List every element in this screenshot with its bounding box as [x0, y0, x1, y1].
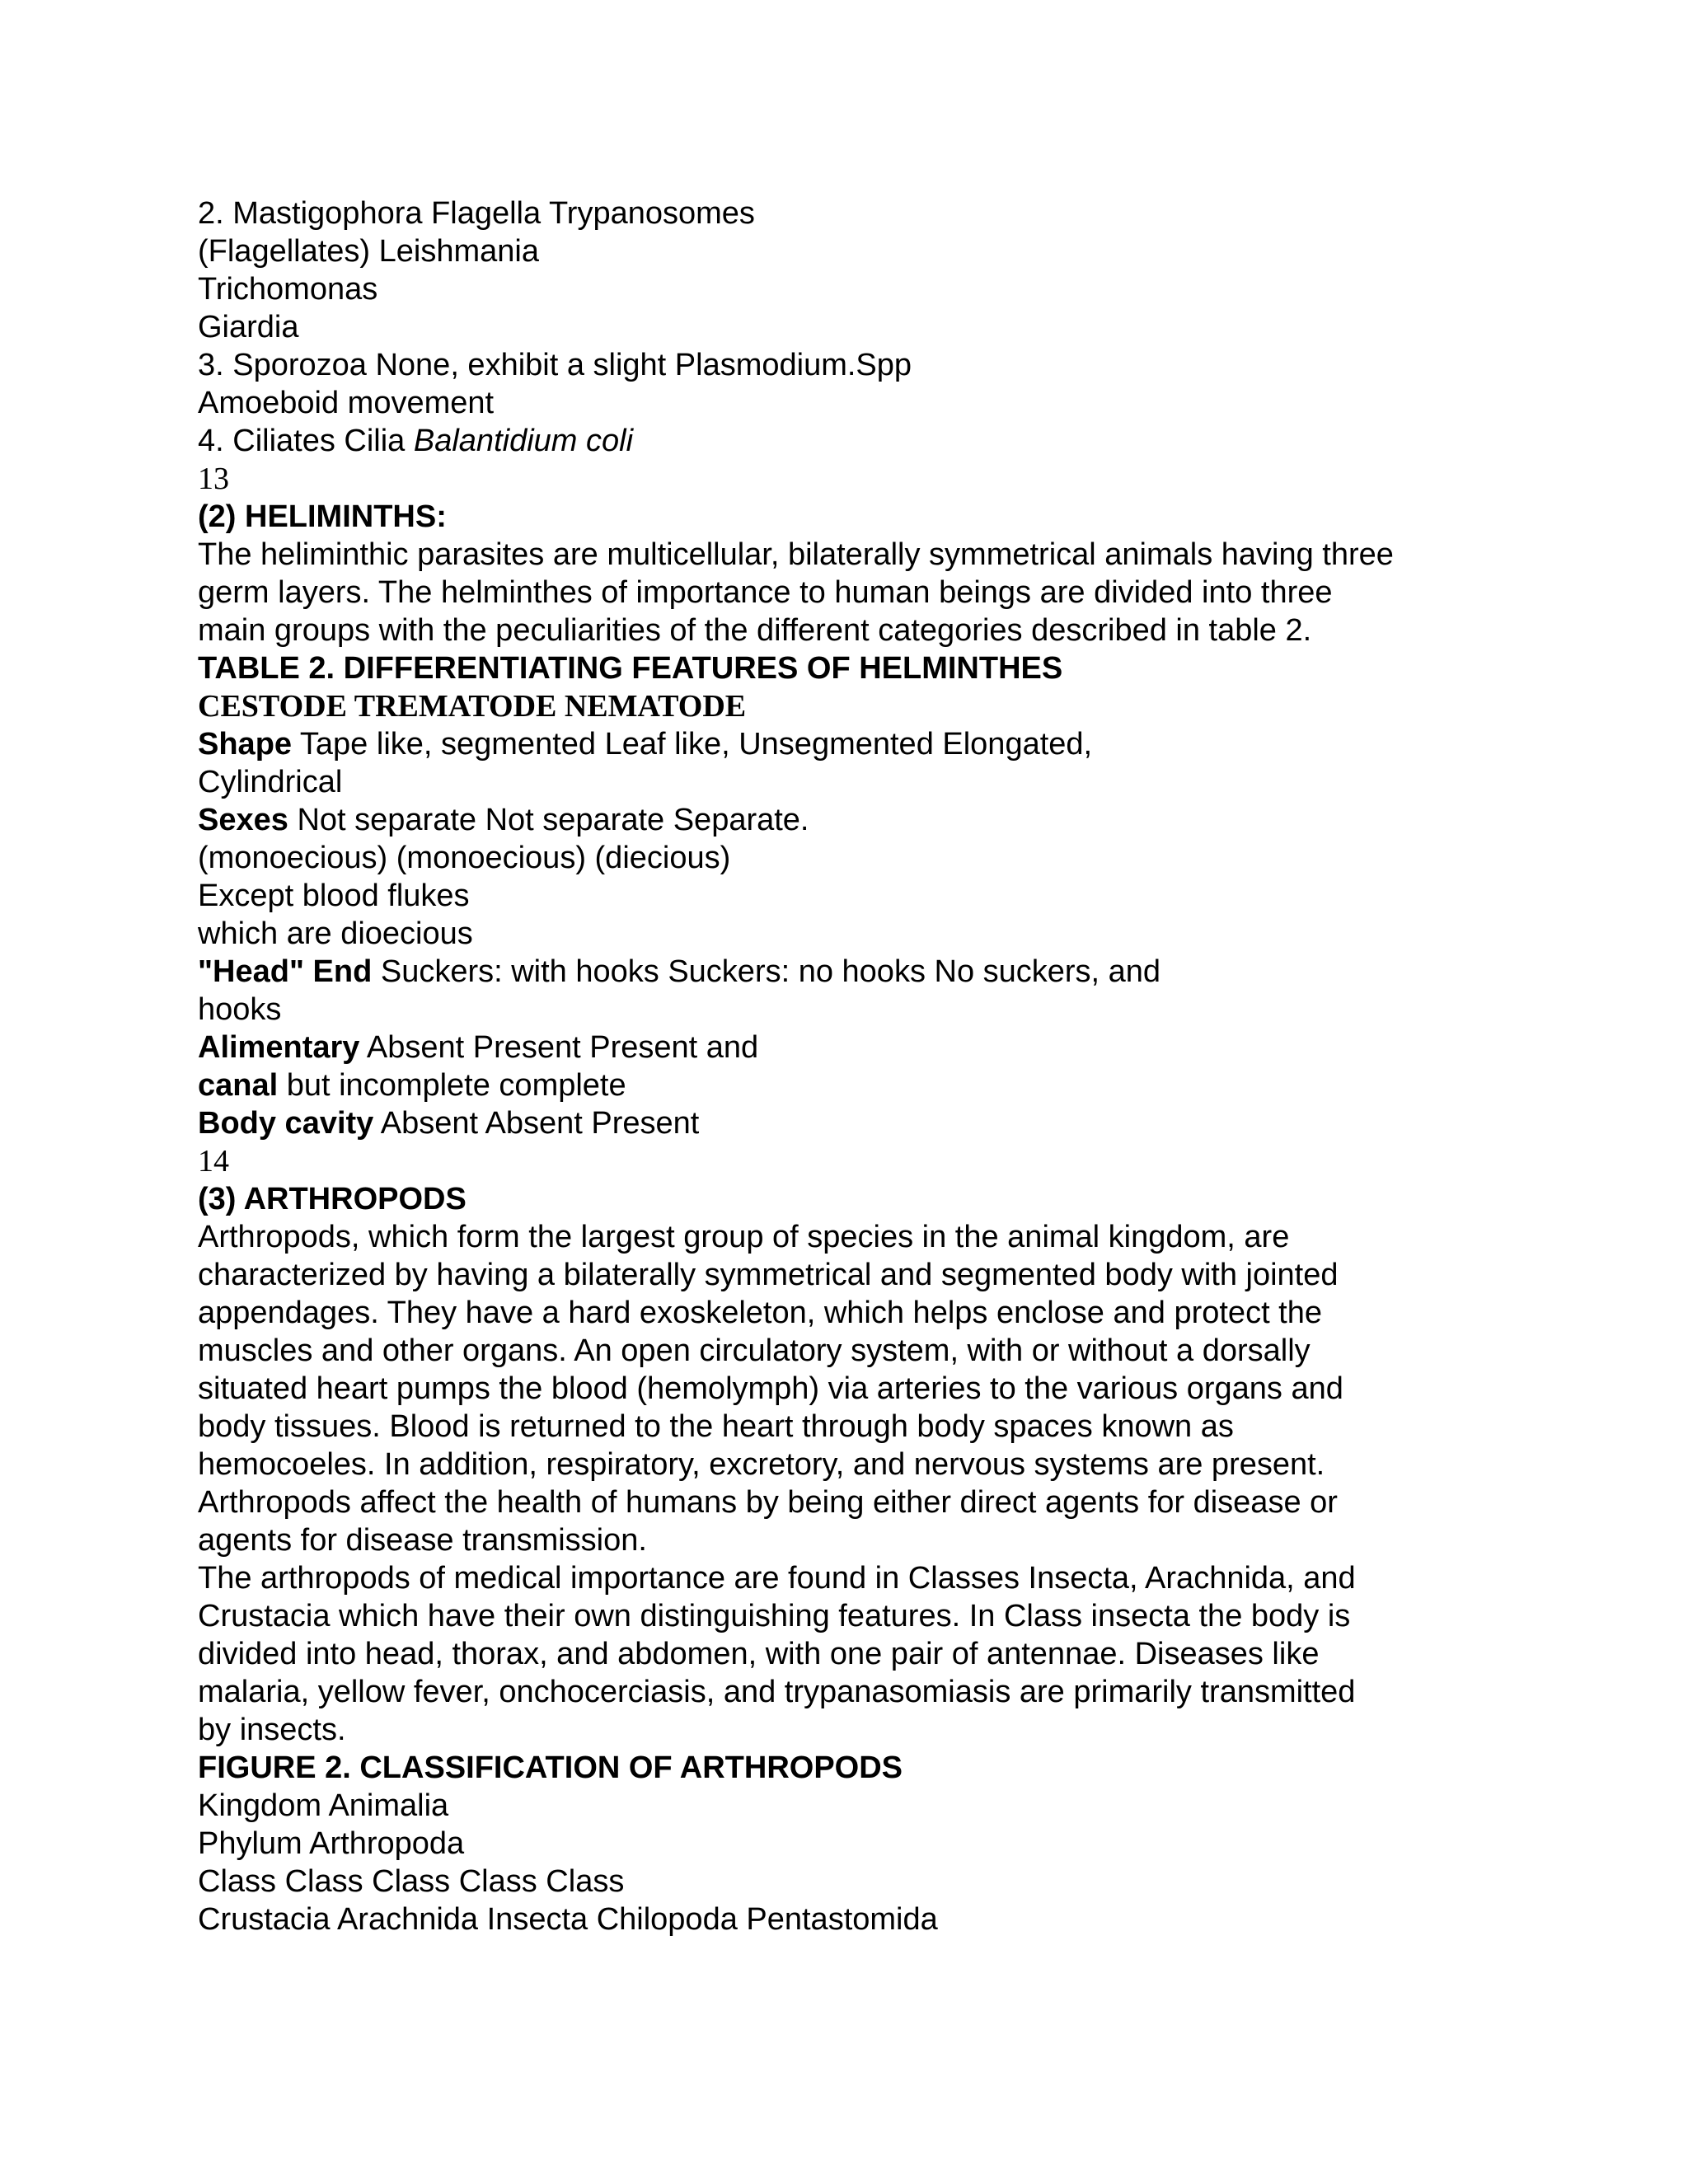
page-number: 14: [198, 1144, 229, 1179]
arthropods-paragraph-line: muscles and other organs. An open circulatory system, with or without a dorsally: [198, 1333, 1311, 1368]
row-text-shape: Tape like, segmented Leaf like, Unsegmented Elongated,: [292, 727, 1093, 762]
row-label-canal: canal: [198, 1068, 279, 1103]
table-row-body-cavity: [198, 1104, 1517, 1142]
table-row-canal: [198, 1066, 1517, 1104]
arthropods-paragraph-line: characterized by having a bilaterally symmetrical and segmented body with jointed: [198, 1258, 1339, 1292]
arthropods-paragraph-line: agents for disease transmission.: [198, 1523, 647, 1558]
arthropods-paragraph-line: The arthropods of medical importance are found in Classes Insecta, Arachnida, and: [198, 1561, 1356, 1596]
table-row-sexes-cont: Except blood flukes: [198, 879, 470, 913]
table-row-shape: [198, 725, 1517, 763]
row-label-body-cavity: Body cavity: [198, 1106, 374, 1141]
table-row-sexes: [198, 801, 1517, 839]
section-heading-helminths: (2) HELIMINTHS:: [198, 499, 447, 534]
balantidium-name: Balantidium coli: [413, 424, 634, 458]
page-number: 13: [198, 462, 229, 496]
arthropods-paragraph-line: Arthropods affect the health of humans by being either direct agents for disease or: [198, 1485, 1338, 1520]
classification-class-names: Crustacia Arachnida Insecta Chilopoda Pentastomida: [198, 1902, 938, 1937]
arthropods-paragraph-line: Crustacia which have their own distinguishing features. In Class insecta the body is: [198, 1599, 1351, 1633]
arthropods-paragraph-line: body tissues. Blood is returned to the heart through body spaces known as: [198, 1409, 1234, 1444]
table-row-head-end-cont: hooks: [198, 992, 282, 1027]
protozoa-row-trichomonas: Trichomonas: [198, 272, 378, 307]
row-label-alimentary: Alimentary: [198, 1030, 360, 1065]
table-column-headers: CESTODE TREMATODE NEMATODE: [198, 689, 747, 724]
row-text-sexes: Not separate Not separate Separate.: [288, 803, 809, 837]
document-page: [198, 194, 1517, 1938]
protozoa-row-mastigophora: 2. Mastigophora Flagella Trypanosomes: [198, 196, 755, 231]
classification-classes: Class Class Class Class Class: [198, 1864, 625, 1899]
table-row-alimentary: [198, 1029, 1517, 1066]
table-row-sexes-cont: (monoecious) (monoecious) (diecious): [198, 841, 731, 875]
arthropods-paragraph-line: malaria, yellow fever, onchocerciasis, and trypanasomiasis are primarily transmitted: [198, 1675, 1356, 1709]
row-text-head-end: Suckers: with hooks Suckers: no hooks No suckers, and: [372, 954, 1161, 989]
arthropods-paragraph-line: Arthropods, which form the largest group of species in the animal kingdom, are: [198, 1220, 1290, 1254]
protozoa-row-giardia: Giardia: [198, 310, 299, 344]
row-label-head-end: "Head" End: [198, 954, 373, 989]
row-label-shape: Shape: [198, 727, 293, 762]
classification-kingdom: Kingdom Animalia: [198, 1788, 449, 1823]
row-text-canal: but incomplete complete: [278, 1068, 626, 1103]
figure-title: FIGURE 2. CLASSIFICATION OF ARTHROPODS: [198, 1750, 903, 1785]
table-title: TABLE 2. DIFFERENTIATING FEATURES OF HELMINTHES: [198, 651, 1063, 686]
arthropods-paragraph-line: situated heart pumps the blood (hemolymph) via arteries to the various organs and: [198, 1371, 1343, 1406]
arthropods-paragraph-line: hemocoeles. In addition, respiratory, excretory, and nervous systems are present.: [198, 1447, 1325, 1482]
row-text-body-cavity: Absent Absent Present: [373, 1106, 700, 1141]
table-row-sexes-cont: which are dioecious: [198, 916, 473, 951]
helminths-paragraph-line: The heliminthic parasites are multicellular, bilaterally symmetrical animals having three: [198, 537, 1394, 572]
helminths-paragraph-line: main groups with the peculiarities of the different categories described in table 2.: [198, 613, 1312, 648]
helminths-paragraph-line: germ layers. The helminthes of importance to human beings are divided into three: [198, 575, 1333, 610]
ciliates-text: 4. Ciliates Cilia: [198, 424, 414, 458]
table-row-head-end: [198, 953, 1517, 991]
arthropods-paragraph-line: by insects.: [198, 1713, 346, 1747]
section-heading-arthropods: (3) ARTHROPODS: [198, 1182, 467, 1216]
protozoa-row-sporozoa: 3. Sporozoa None, exhibit a slight Plasmodium.Spp: [198, 348, 912, 382]
arthropods-paragraph-line: appendages. They have a hard exoskeleton, which helps enclose and protect the: [198, 1296, 1323, 1330]
row-text-alimentary: Absent Present Present and: [359, 1030, 759, 1065]
arthropods-paragraph-line: divided into head, thorax, and abdomen, with one pair of antennae. Diseases like: [198, 1637, 1320, 1671]
table-row-shape-cont: Cylindrical: [198, 765, 343, 799]
protozoa-row-flagellates: (Flagellates) Leishmania: [198, 234, 539, 269]
protozoa-row-ciliates: [198, 422, 1517, 460]
protozoa-row-amoeboid: Amoeboid movement: [198, 386, 495, 420]
classification-phylum: Phylum Arthropoda: [198, 1826, 465, 1861]
row-label-sexes: Sexes: [198, 803, 288, 837]
